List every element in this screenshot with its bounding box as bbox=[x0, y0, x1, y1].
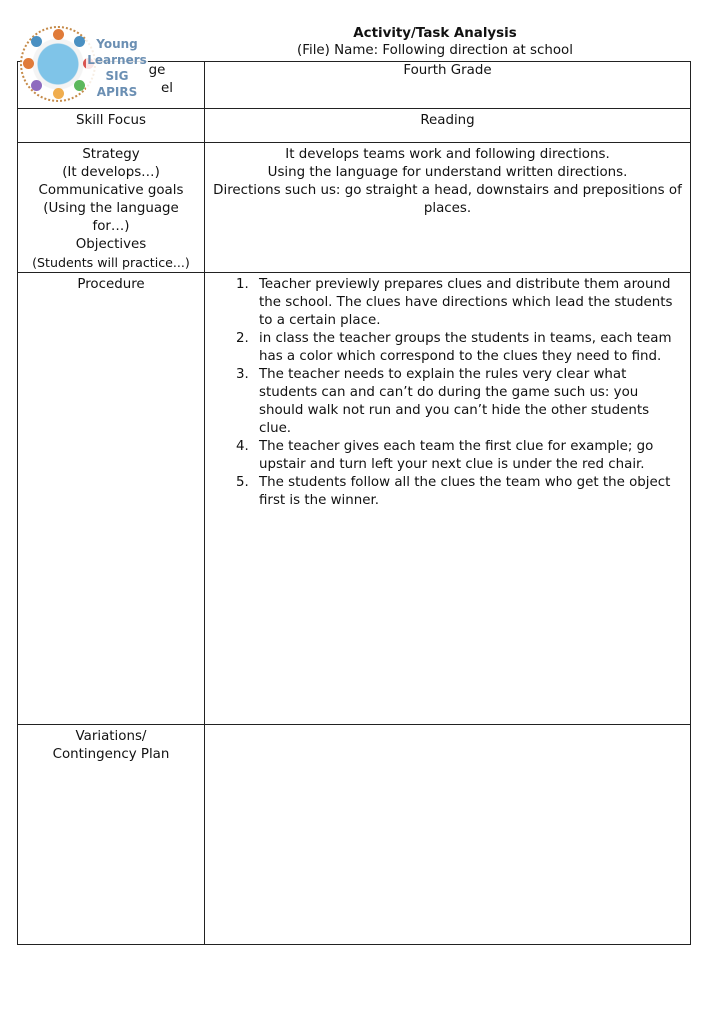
strategy-label-line: Strategy bbox=[82, 147, 140, 162]
strategy-label-line: (Using the language bbox=[43, 201, 179, 216]
strategy-value-line: It develops teams work and following directions. bbox=[285, 147, 610, 162]
strategy-label-line: (It develops…) bbox=[62, 165, 160, 180]
strategy-row bbox=[18, 143, 691, 273]
strategy-label-line: Communicative goals bbox=[38, 183, 184, 198]
variations-label-cell bbox=[18, 725, 205, 945]
skill-value-cell bbox=[205, 109, 691, 143]
procedure-step: 3. The teacher needs to explain the rules very clear what students can and can’t do during the game such us: you should walk not run and you can’t hide the other students clue. bbox=[253, 366, 682, 438]
procedure-step: 4. The teacher gives each team the first clue for example; go upstair and turn left your next clue is under the red chair. bbox=[253, 438, 682, 474]
variations-value-cell bbox=[205, 725, 691, 945]
globe-kids-icon bbox=[20, 26, 96, 102]
strategy-label-cell bbox=[18, 143, 205, 273]
variations-label-line2: Contingency Plan bbox=[52, 747, 170, 762]
strategy-value-line: Using the language for understand written directions. bbox=[267, 165, 628, 180]
strategy-value-line: Directions such us: go straight a head, downstairs and prepositions of places. bbox=[213, 183, 682, 216]
procedure-steps-list bbox=[205, 276, 690, 510]
procedure-step: 1. Teacher previewly prepares clues and distribute them around the school. The clues have directions which lead the students to a certain place. bbox=[253, 276, 682, 330]
logo-wordmark: Young Learners SIG APIRS bbox=[87, 37, 147, 99]
young-learners-logo bbox=[20, 26, 147, 104]
procedure-step: 2. in class the teacher groups the students in teams, each team has a color which correspond to the clues they need to find. bbox=[253, 330, 682, 366]
skill-row bbox=[18, 109, 691, 143]
activity-table bbox=[17, 61, 691, 945]
skill-value: Reading bbox=[420, 113, 475, 128]
strategy-value-cell bbox=[205, 143, 691, 273]
grade-label-line2: el bbox=[161, 81, 173, 96]
grade-label-line1: ge bbox=[148, 63, 166, 78]
skill-label: Skill Focus bbox=[76, 113, 146, 128]
procedure-label: Procedure bbox=[77, 277, 145, 292]
strategy-label-line: for…) bbox=[92, 219, 130, 234]
procedure-step: 5. The students follow all the clues the team who get the object first is the winner. bbox=[253, 474, 682, 510]
grade-value-cell bbox=[205, 62, 691, 109]
procedure-row bbox=[18, 273, 691, 725]
strategy-label-line: (Students will practice...) bbox=[32, 255, 190, 270]
variations-row bbox=[18, 725, 691, 945]
strategy-label-line: Objectives bbox=[75, 237, 147, 252]
skill-label-cell bbox=[18, 109, 205, 143]
variations-label-line1: Variations/ bbox=[75, 729, 147, 744]
grade-value: Fourth Grade bbox=[403, 63, 492, 78]
procedure-label-cell bbox=[18, 273, 205, 725]
procedure-steps-cell bbox=[205, 273, 691, 725]
document-title: Activity/Task Analysis bbox=[353, 26, 517, 41]
file-name: (File) Name: Following direction at school bbox=[297, 43, 573, 58]
